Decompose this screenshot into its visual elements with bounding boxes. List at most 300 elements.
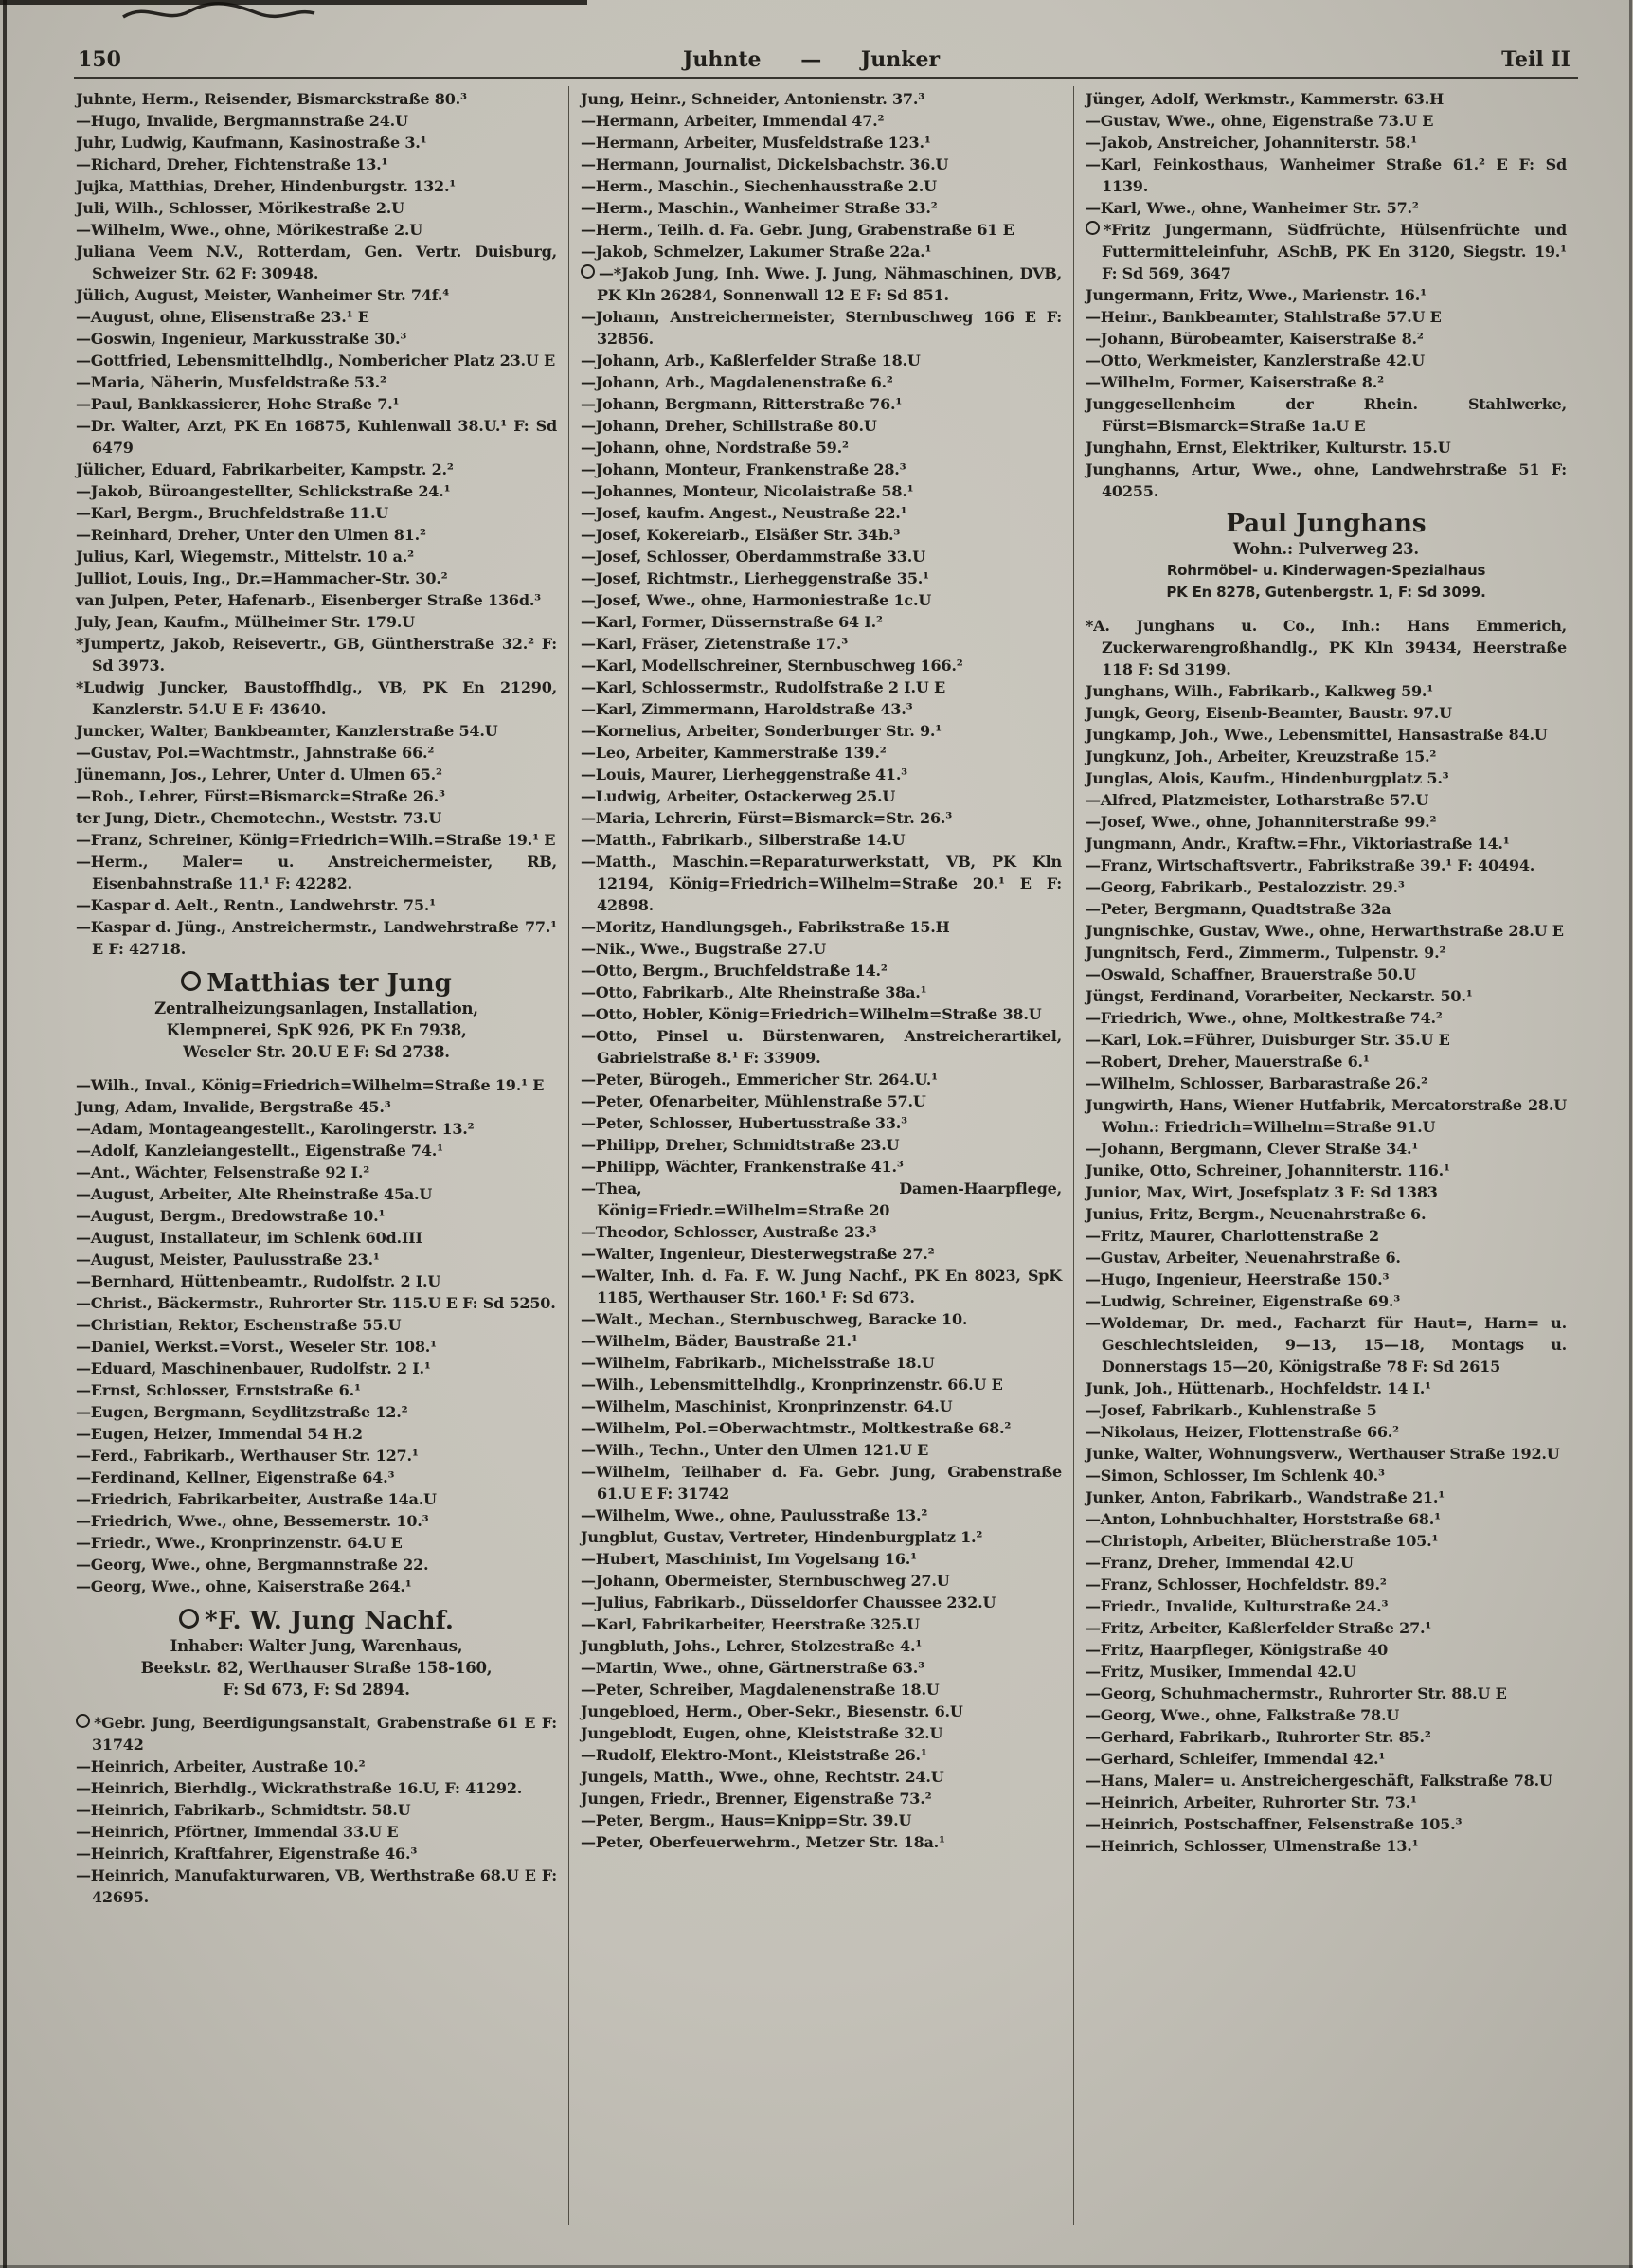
directory-entry	[1086, 88, 1567, 110]
directory-entry	[581, 785, 1062, 807]
directory-entry	[76, 764, 557, 785]
entry-text: —Otto, Werkmeister, Kanzlerstraße 42.U	[1086, 351, 1426, 369]
directory-entry	[581, 393, 1062, 415]
entry-text: —Herm., Maler= u. Anstreichermeister, RB, Eisenbahnstraße 11.¹ F: 42282.	[76, 853, 557, 892]
directory-entry	[581, 1613, 1062, 1635]
entry-text: —Walter, Inh. d. Fa. F. W. Jung Nachf., PK En 8023, SpK 1185, Werthauser Str. 160.¹ F: Sd 673.	[581, 1267, 1062, 1306]
directory-entry	[76, 1140, 557, 1161]
directory-entry	[76, 894, 557, 916]
page-header	[74, 47, 1578, 74]
entry-text: —Karl, Feinkosthaus, Wanheimer Straße 61.² E F: Sd 1139.	[1086, 155, 1567, 195]
directory-entry	[76, 1249, 557, 1270]
directory-entry	[581, 241, 1062, 262]
entry-text: —Gottfried, Lebensmittelhdlg., Nombericher Platz 23.U E	[76, 351, 556, 369]
column-2	[568, 86, 1073, 2225]
entry-text: PK En 8278, Gutenbergstr. 1, F: Sd 3099.	[1166, 584, 1486, 601]
entry-text: —Julius, Fabrikarb., Düsseldorfer Chaussee 232.U	[581, 1593, 996, 1611]
ad-line	[76, 1041, 557, 1063]
entry-text: —Oswald, Schaffner, Brauerstraße 50.U	[1086, 965, 1416, 983]
entry-text: —Ernst, Schlosser, Ernststraße 6.¹	[76, 1381, 361, 1399]
directory-entry	[1086, 942, 1567, 963]
directory-entry	[581, 350, 1062, 371]
directory-entry	[76, 88, 557, 110]
entry-text: —Woldemar, Dr. med., Facharzt für Haut=, Harn= u. Geschlechtsleiden, 9—13, 15—18, Montags u. Donnerstags 15—20, Königstraße 78 F: Sd 2615	[1086, 1314, 1567, 1376]
directory-entry	[76, 1292, 557, 1314]
directory-entry	[581, 1504, 1062, 1526]
directory-entry	[76, 1118, 557, 1140]
directory-entry	[76, 328, 557, 350]
directory-entry	[581, 1090, 1062, 1112]
directory-entry	[581, 589, 1062, 611]
entry-text: —Otto, Hobler, König=Friedrich=Wilhelm=Straße 38.U	[581, 1005, 1042, 1023]
entry-text: —Alfred, Platzmeister, Lotharstraße 57.U	[1086, 791, 1429, 809]
directory-entry	[76, 1401, 557, 1423]
entry-text: Jungkunz, Joh., Arbeiter, Kreuzstraße 15.²	[1086, 747, 1437, 765]
entry-text: Inhaber: Walter Jung, Warenhaus,	[170, 1637, 463, 1655]
entry-text: Juhnte, Herm., Reisender, Bismarckstraße 80.³	[76, 90, 467, 108]
phone-icon	[179, 1609, 199, 1629]
entry-text: *A. Junghans u. Co., Inh.: Hans Emmerich, Zuckerwarengroßhandlg., PK Kln 39434, Heerstraße 118 F: Sd 3199.	[1086, 617, 1567, 678]
directory-entry	[581, 981, 1062, 1003]
directory-entry	[76, 1336, 557, 1358]
entry-text: —Friedr., Invalide, Kulturstraße 24.³	[1086, 1597, 1389, 1615]
directory-entry	[76, 524, 557, 546]
directory-entry	[581, 524, 1062, 546]
directory-entry	[581, 1069, 1062, 1090]
entry-text: —Kaspar d. Aelt., Rentn., Landwehrstr. 75.¹	[76, 896, 436, 914]
directory-entry	[581, 306, 1062, 350]
entry-text: —Dr. Walter, Arzt, PK En 16875, Kuhlenwall 38.U.¹ F: Sd 6479	[76, 417, 557, 457]
entry-text: —Karl, Former, Düssernstraße 64 I.²	[581, 613, 883, 631]
entry-text: Jüngst, Ferdinand, Vorarbeiter, Neckarstr. 50.¹	[1086, 987, 1473, 1005]
entry-text: —August, Meister, Paulusstraße 23.¹	[76, 1251, 380, 1269]
directory-entry	[76, 1270, 557, 1292]
entry-text: —Wilh., Techn., Unter den Ulmen 121.U E	[581, 1441, 929, 1459]
entry-text: Jungkamp, Joh., Wwe., Lebensmittel, Hansastraße 84.U	[1086, 726, 1548, 744]
entry-text: —Johann, Arb., Kaßlerfelder Straße 18.U	[581, 351, 921, 369]
directory-entry	[76, 1755, 557, 1777]
directory-entry	[581, 262, 1062, 306]
directory-entry	[1086, 1443, 1567, 1465]
directory-entry	[581, 851, 1062, 916]
directory-entry	[581, 1112, 1062, 1134]
entry-text: Jungebloed, Herm., Ober-Sekr., Biesenstr. 6.U	[581, 1702, 963, 1720]
entry-text: —Karl, Wwe., ohne, Wanheimer Str. 57.²	[1086, 199, 1419, 217]
entry-text: —Hermann, Journalist, Dickelsbachstr. 36.U	[581, 155, 949, 173]
directory-entry	[76, 132, 557, 153]
entry-text: Junius, Fritz, Bergm., Neuenahrstraße 6.	[1086, 1205, 1427, 1223]
directory-entry	[581, 1635, 1062, 1657]
entry-text: —Peter, Schlosser, Hubertusstraße 33.³	[581, 1114, 907, 1132]
directory-entry	[76, 306, 557, 328]
directory-entry	[581, 1657, 1062, 1679]
entry-text: —Otto, Fabrikarb., Alte Rheinstraße 38a.¹	[581, 983, 927, 1001]
page-part: Teil II	[1501, 47, 1570, 72]
directory-entry	[1086, 746, 1567, 767]
entry-text: —Leo, Arbeiter, Kammerstraße 139.²	[581, 744, 887, 762]
entry-text: —Friedrich, Fabrikarbeiter, Austraße 14a.U	[76, 1490, 437, 1508]
directory-entry	[581, 415, 1062, 437]
scan-edge-right	[1629, 0, 1632, 2268]
directory-entry	[581, 1679, 1062, 1701]
directory-entry	[581, 1221, 1062, 1243]
directory-entry	[581, 1592, 1062, 1613]
directory-entry	[581, 1243, 1062, 1265]
ad-title	[76, 969, 557, 998]
entry-text: Jülicher, Eduard, Fabrikarbeiter, Kampstr. 2.²	[76, 460, 454, 478]
entry-text: —Josef, Richtmstr., Lierheggenstraße 35.¹	[581, 569, 929, 587]
directory-entry	[1086, 1225, 1567, 1247]
entry-text: Junior, Max, Wirt, Josefsplatz 3 F: Sd 1383	[1086, 1183, 1438, 1201]
entry-text: —Wilhelm, Wwe., ohne, Paulusstraße 13.²	[581, 1506, 928, 1524]
directory-entry	[1086, 920, 1567, 942]
entry-text: —Kornelius, Arbeiter, Sonderburger Str. 9.¹	[581, 722, 942, 740]
directory-entry	[76, 1423, 557, 1445]
directory-entry	[581, 1352, 1062, 1374]
entry-text: —Georg, Schuhmachermstr., Ruhrorter Str. 88.U E	[1086, 1684, 1507, 1702]
entry-text: Junghanns, Artur, Wwe., ohne, Landwehrstraße 51 F: 40255.	[1086, 460, 1567, 500]
directory-entry	[76, 1821, 557, 1843]
directory-entry	[76, 829, 557, 851]
entry-text: —Fritz, Maurer, Charlottenstraße 2	[1086, 1227, 1379, 1245]
entry-text: Julliot, Louis, Ing., Dr.=Hammacher-Str. 30.²	[76, 569, 448, 587]
directory-entry	[581, 1722, 1062, 1744]
entry-text: —Richard, Dreher, Fichtenstraße 13.¹	[76, 155, 388, 173]
entry-text: —Peter, Bürogeh., Emmericher Str. 264.U.¹	[581, 1071, 938, 1089]
directory-entry	[1086, 724, 1567, 746]
directory-entry	[1086, 350, 1567, 371]
entry-text: —Georg, Wwe., ohne, Kaiserstraße 264.¹	[76, 1577, 412, 1595]
entry-text: —Maria, Näherin, Musfeldstraße 53.²	[76, 373, 386, 391]
directory-entry	[1086, 459, 1567, 502]
directory-entry	[1086, 1377, 1567, 1399]
entry-text: —Johann, Bürobeamter, Kaiserstraße 8.²	[1086, 330, 1424, 348]
directory-entry	[581, 88, 1062, 110]
entry-text: —Eugen, Heizer, Immendal 54 H.2	[76, 1425, 363, 1443]
page-content	[74, 47, 1578, 2234]
directory-entry	[1086, 1791, 1567, 1813]
entry-text: Jungblut, Gustav, Vertreter, Hindenburgplatz 1.²	[581, 1528, 983, 1546]
entry-text: —Gustav, Pol.=Wachtmstr., Jahnstraße 66.²	[76, 744, 435, 762]
ad-line	[76, 1657, 557, 1679]
entry-text: —Adam, Montageangestellt., Karolingerstr. 13.²	[76, 1120, 475, 1138]
directory-entry	[1086, 1007, 1567, 1029]
entry-text: —Karl, Fräser, Zietenstraße 17.³	[581, 635, 849, 653]
entry-text: Jungnitsch, Ferd., Zimmerm., Tulpenstr. 9.²	[1086, 944, 1446, 962]
directory-entry	[1086, 219, 1567, 284]
entry-text: —Hugo, Invalide, Bergmannstraße 24.U	[76, 112, 408, 130]
entry-text: —Heinrich, Bierhdlg., Wickrathstraße 16.U, F: 41292.	[76, 1779, 523, 1797]
directory-entry	[581, 916, 1062, 938]
directory-entry	[76, 1314, 557, 1336]
directory-entry	[581, 1439, 1062, 1461]
entry-text: —Friedr., Wwe., Kronprinzenstr. 64.U E	[76, 1534, 403, 1552]
entry-text: —Rob., Lehrer, Fürst=Bismarck=Straße 26.³	[76, 787, 445, 805]
directory-entry	[76, 350, 557, 371]
directory-entry	[1086, 1726, 1567, 1748]
entry-text: —Jakob, Büroangestellter, Schlickstraße 24.¹	[76, 482, 451, 500]
columns-container	[74, 86, 1578, 2225]
directory-entry	[581, 960, 1062, 981]
entry-text: —Wilhelm, Former, Kaiserstraße 8.²	[1086, 373, 1384, 391]
entry-text: —Wilhelm, Bäder, Baustraße 21.¹	[581, 1332, 858, 1350]
directory-entry	[581, 175, 1062, 197]
directory-entry	[76, 720, 557, 742]
directory-entry	[581, 655, 1062, 676]
directory-entry	[1086, 1421, 1567, 1443]
directory-entry	[76, 1096, 557, 1118]
entry-text: Junghahn, Ernst, Elektriker, Kulturstr. 15.U	[1086, 439, 1451, 457]
entry-text: —Karl, Zimmermann, Haroldstraße 43.³	[581, 700, 913, 718]
directory-entry	[1086, 328, 1567, 350]
entry-text: —August, Bergm., Bredowstraße 10.¹	[76, 1207, 386, 1225]
entry-text: —*Jakob Jung, Inh. Wwe. J. Jung, Nähmaschinen, DVB, PK Kln 26284, Sonnenwall 12 E F: Sd 851.	[597, 264, 1062, 304]
directory-entry	[581, 1178, 1062, 1221]
directory-entry	[76, 1488, 557, 1510]
entry-text: *Jumpertz, Jakob, Reisevertr., GB, Güntherstraße 32.² F: Sd 3973.	[76, 635, 557, 675]
directory-entry	[581, 1417, 1062, 1439]
directory-entry	[1086, 1269, 1567, 1290]
entry-text: —Ferdinand, Kellner, Eigenstraße 64.³	[76, 1468, 395, 1486]
directory-entry	[76, 1799, 557, 1821]
entry-text: —Walter, Ingenieur, Diesterwegstraße 27.²	[581, 1245, 935, 1263]
directory-entry	[1086, 876, 1567, 898]
entry-text: —Wilhelm, Fabrikarb., Michelsstraße 18.U	[581, 1354, 935, 1372]
directory-entry	[1086, 1530, 1567, 1552]
directory-entry	[581, 1526, 1062, 1548]
entry-text: Jungermann, Fritz, Wwe., Marienstr. 16.¹	[1086, 286, 1427, 304]
entry-text: —Gerhard, Schleifer, Immendal 42.¹	[1086, 1750, 1386, 1768]
entry-text: —Johann, Monteur, Frankenstraße 28.³	[581, 460, 906, 478]
directory-entry	[76, 1864, 557, 1908]
ad-title	[76, 1607, 557, 1635]
entry-text: —Hugo, Ingenieur, Heerstraße 150.³	[1086, 1270, 1390, 1288]
directory-entry	[76, 1467, 557, 1488]
directory-entry	[581, 807, 1062, 829]
directory-entry	[1086, 1486, 1567, 1508]
entry-text: —Friedrich, Wwe., ohne, Bessemerstr. 10.³	[76, 1512, 429, 1530]
entry-text: —Herm., Teilh. d. Fa. Gebr. Jung, Grabenstraße 61 E	[581, 221, 1014, 239]
entry-text: Juhr, Ludwig, Kaufmann, Kasinostraße 3.¹	[76, 134, 427, 152]
entry-text: July, Jean, Kaufm., Mülheimer Str. 179.U	[76, 613, 415, 631]
entry-text: Jungmann, Andr., Kraftw.=Fhr., Viktoriastraße 14.¹	[1086, 835, 1510, 853]
entry-text: —Eduard, Maschinenbauer, Rudolfstr. 2 I.¹	[76, 1359, 431, 1377]
ad-line	[1086, 560, 1567, 582]
entry-text: —Jakob, Anstreicher, Johanniterstr. 58.¹	[1086, 134, 1418, 152]
directory-entry	[581, 480, 1062, 502]
entry-text: —Daniel, Werkst.=Vorst., Weseler Str. 108.¹	[76, 1338, 437, 1356]
page-number: 150	[78, 47, 121, 72]
entry-text: —Matth., Maschin.=Reparaturwerkstatt, VB, PK Kln 12194, König=Friedrich=Wilhelm=Straße 20.¹ E F: 42898.	[581, 853, 1062, 914]
entry-text: —Kaspar d. Jüng., Anstreichermstr., Landwehrstraße 77.¹ E F: 42718.	[76, 918, 557, 958]
entry-text: —Reinhard, Dreher, Unter den Ulmen 81.²	[76, 526, 426, 544]
directory-entry	[76, 219, 557, 241]
column-1	[74, 86, 568, 2225]
entry-text: —Heinrich, Manufakturwaren, VB, Werthstraße 68.U E F: 42695.	[76, 1866, 557, 1906]
entry-text: —Wilh., Lebensmittelhdlg., Kronprinzenstr. 66.U E	[581, 1376, 1003, 1394]
entry-text: —Johann, Anstreichermeister, Sternbuschweg 166 E F: 32856.	[581, 308, 1062, 348]
ad-title	[1086, 510, 1567, 538]
entry-text: —Rudolf, Elektro-Mont., Kleiststraße 26.¹	[581, 1746, 927, 1764]
entry-text: —Heinrich, Pförtner, Immendal 33.U E	[76, 1823, 399, 1841]
directory-entry	[1086, 1748, 1567, 1770]
directory-entry	[581, 502, 1062, 524]
directory-entry	[581, 1003, 1062, 1025]
entry-text: —Josef, Wwe., ohne, Johanniterstraße 99.²	[1086, 813, 1437, 831]
directory-entry	[1086, 1072, 1567, 1094]
entry-text: Beekstr. 82, Werthauser Straße 158-160,	[140, 1659, 493, 1677]
directory-entry	[581, 1156, 1062, 1178]
directory-entry	[581, 1744, 1062, 1766]
column-3	[1073, 86, 1578, 2225]
directory-entry	[1086, 1574, 1567, 1595]
directory-entry	[76, 589, 557, 611]
directory-entry	[1086, 767, 1567, 789]
entry-text: —Franz, Dreher, Immendal 42.U	[1086, 1554, 1354, 1572]
directory-entry	[581, 1395, 1062, 1417]
entry-text: —Wilhelm, Wwe., ohne, Mörikestraße 2.U	[76, 221, 423, 239]
entry-text: —Karl, Schlossermstr., Rudolfstraße 2 I.U E	[581, 678, 945, 696]
entry-text: —Georg, Wwe., ohne, Falkstraße 78.U	[1086, 1706, 1400, 1724]
entry-text: —Ferd., Fabrikarb., Werthauser Str. 127.¹	[76, 1447, 419, 1465]
entry-text: —Gerhard, Fabrikarb., Ruhrorter Str. 85.²	[1086, 1728, 1431, 1746]
entry-text: —Wilhelm, Pol.=Oberwachtmstr., Moltkestraße 68.²	[581, 1419, 1012, 1437]
entry-text: —Louis, Maurer, Lierheggenstraße 41.³	[581, 765, 907, 783]
directory-entry	[1086, 1835, 1567, 1857]
directory-entry	[1086, 1704, 1567, 1726]
entry-text: —Adolf, Kanzleiangestellt., Eigenstraße 74.¹	[76, 1142, 443, 1160]
directory-entry	[581, 1701, 1062, 1722]
directory-entry	[76, 1712, 557, 1755]
directory-entry	[76, 633, 557, 676]
directory-entry	[1086, 1639, 1567, 1661]
entry-text: —Maria, Lehrerin, Fürst=Bismarck=Str. 26.³	[581, 809, 953, 827]
entry-text: —Peter, Oberfeuerwehrm., Metzer Str. 18a.¹	[581, 1833, 945, 1851]
directory-entry	[1086, 153, 1567, 197]
directory-entry	[581, 1766, 1062, 1788]
ad-line	[76, 1019, 557, 1041]
directory-entry	[76, 742, 557, 764]
directory-entry	[76, 393, 557, 415]
entry-text: Jungwirth, Hans, Wiener Hutfabrik, Mercatorstraße 28.U Wohn.: Friedrich=Wilhelm=Straße 91.U	[1086, 1096, 1567, 1136]
directory-entry	[76, 1843, 557, 1864]
entry-text: —Georg, Fabrikarb., Pestalozzistr. 29.³	[1086, 878, 1405, 896]
entry-text: —Friedrich, Wwe., ohne, Moltkestraße 74.²	[1086, 1009, 1443, 1027]
directory-entry	[1086, 1138, 1567, 1160]
entry-text: ter Jung, Dietr., Chemotechn., Weststr. 73.U	[76, 809, 442, 827]
entry-text: —Thea, Damen-Haarpflege, König=Friedr.=Wilhelm=Straße 20	[581, 1179, 1062, 1219]
directory-entry	[581, 197, 1062, 219]
entry-text: —August, Installateur, im Schlenk 60d.III	[76, 1229, 422, 1247]
ad-line	[76, 998, 557, 1019]
directory-entry	[1086, 833, 1567, 855]
entry-text: —Josef, kaufm. Angest., Neustraße 22.¹	[581, 504, 907, 522]
directory-entry	[1086, 1661, 1567, 1683]
entry-text: Junk, Joh., Hüttenarb., Hochfeldstr. 14 I.¹	[1086, 1379, 1431, 1397]
ad-line	[76, 1679, 557, 1701]
directory-entry	[581, 1374, 1062, 1395]
entry-text: —Hubert, Maschinist, Im Vogelsang 16.¹	[581, 1550, 917, 1568]
directory-entry	[1086, 680, 1567, 702]
directory-entry	[1086, 1029, 1567, 1051]
directory-entry	[76, 1358, 557, 1379]
directory-entry	[76, 1554, 557, 1575]
directory-entry	[76, 241, 557, 284]
entry-text: Jungnischke, Gustav, Wwe., ohne, Herwarthstraße 28.U E	[1086, 922, 1564, 940]
directory-entry	[1086, 110, 1567, 132]
directory-entry	[1086, 1770, 1567, 1791]
directory-entry	[1086, 1617, 1567, 1639]
entry-text: —Karl, Modellschreiner, Sternbuschweg 166.²	[581, 657, 963, 675]
entry-text: Weseler Str. 20.U E F: Sd 2738.	[183, 1043, 450, 1061]
entry-text: Julius, Karl, Wiegemstr., Mittelstr. 10 a.²	[76, 548, 414, 566]
entry-text: —Christoph, Arbeiter, Blücherstraße 105.¹	[1086, 1532, 1439, 1550]
entry-text: —Ant., Wächter, Felsenstraße 92 I.²	[76, 1163, 370, 1181]
entry-text: —Heinr., Bankbeamter, Stahlstraße 57.U E	[1086, 308, 1442, 326]
entry-text: Jung, Heinr., Schneider, Antonienstr. 37.³	[581, 90, 925, 108]
directory-entry	[1086, 437, 1567, 459]
directory-entry	[581, 1461, 1062, 1504]
directory-entry	[76, 567, 557, 589]
entry-text: —Heinrich, Arbeiter, Austraße 10.²	[76, 1757, 366, 1775]
directory-entry	[76, 1227, 557, 1249]
directory-entry	[581, 698, 1062, 720]
directory-entry	[581, 437, 1062, 459]
directory-entry	[76, 1532, 557, 1554]
directory-entry	[1086, 1399, 1567, 1421]
directory-entry	[76, 1777, 557, 1799]
directory-entry	[581, 829, 1062, 851]
entry-text: —Fritz, Haarpfleger, Königstraße 40	[1086, 1641, 1389, 1659]
entry-text: Klempnerei, SpK 926, PK En 7938,	[166, 1021, 467, 1039]
directory-entry	[581, 219, 1062, 241]
directory-entry	[581, 371, 1062, 393]
directory-entry	[581, 1831, 1062, 1853]
directory-entry	[581, 132, 1062, 153]
directory-entry	[1086, 985, 1567, 1007]
entry-text: —Wilhelm, Schlosser, Barbarastraße 26.²	[1086, 1074, 1427, 1092]
directory-entry	[1086, 855, 1567, 876]
entry-text: Jünemann, Jos., Lehrer, Unter d. Ulmen 65.²	[76, 765, 442, 783]
entry-text: —Moritz, Handlungsgeh., Fabrikstraße 15.H	[581, 918, 950, 936]
directory-entry	[1086, 1247, 1567, 1269]
entry-text: Wohn.: Pulverweg 23.	[1233, 540, 1419, 558]
directory-entry	[1086, 615, 1567, 680]
entry-text: Zentralheizungsanlagen, Installation,	[154, 999, 478, 1017]
entry-text: —Franz, Schreiner, König=Friedrich=Wilh.=Straße 19.¹ E	[76, 831, 556, 849]
directory-entry	[581, 1265, 1062, 1308]
directory-entry	[76, 1379, 557, 1401]
directory-entry	[76, 1183, 557, 1205]
entry-text: —Fritz, Arbeiter, Kaßlerfelder Straße 27.¹	[1086, 1619, 1432, 1637]
entry-text: —Gustav, Arbeiter, Neuenahrstraße 6.	[1086, 1249, 1401, 1267]
entry-text: —Nik., Wwe., Bugstraße 27.U	[581, 940, 826, 958]
phone-icon	[76, 1714, 90, 1728]
directory-entry	[76, 459, 557, 480]
entry-text: —Philipp, Wächter, Frankenstraße 41.³	[581, 1158, 904, 1176]
directory-entry	[581, 742, 1062, 764]
header-rule	[74, 77, 1578, 79]
directory-entry	[581, 633, 1062, 655]
directory-entry	[581, 1025, 1062, 1069]
entry-text: —Simon, Schlosser, Im Schlenk 40.³	[1086, 1467, 1385, 1485]
directory-entry	[1086, 1813, 1567, 1835]
entry-text: —Jakob, Schmelzer, Lakumer Straße 22a.¹	[581, 243, 932, 261]
entry-text: —Heinrich, Kraftfahrer, Eigenstraße 46.³	[76, 1845, 418, 1863]
entry-text: *Ludwig Juncker, Baustoffhdlg., VB, PK En 21290, Kanzlerstr. 54.U E F: 43640.	[76, 678, 557, 718]
directory-entry	[76, 546, 557, 567]
entry-text: —Peter, Bergm., Haus=Knipp=Str. 39.U	[581, 1811, 912, 1829]
